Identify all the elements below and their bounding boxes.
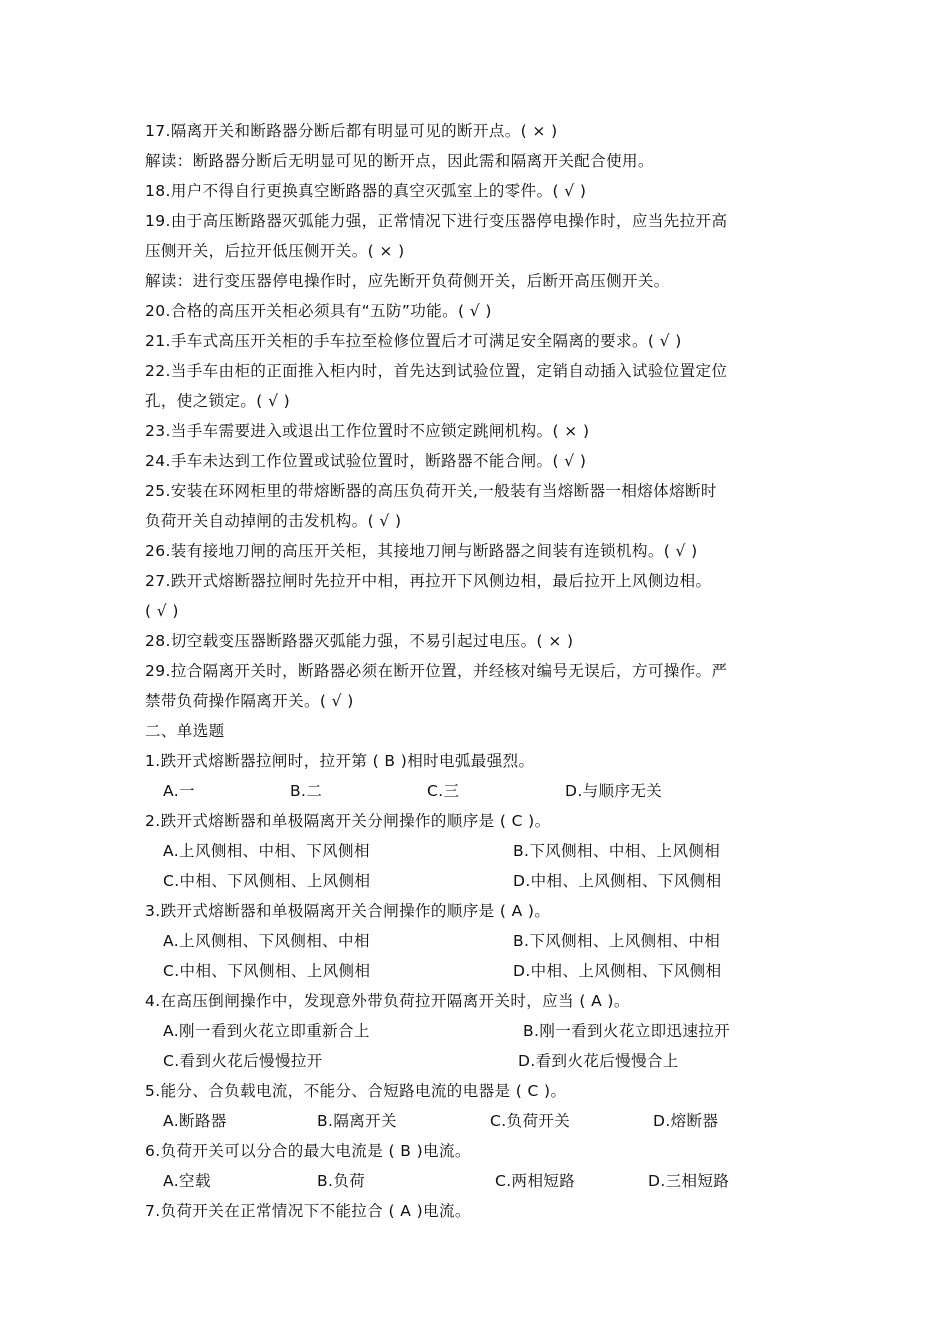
tf-question-19-line1: 19.由于高压断路器灭弧能力强，正常情况下进行变压器停电操作时，应当先拉开高 (145, 212, 728, 230)
mc-question-6: 6.负荷开关可以分合的最大电流是 ( B )电流。 (145, 1142, 471, 1160)
tf-question-18: 18.用户不得自行更换真空断路器的真空灭弧室上的零件。( √ ) (145, 182, 587, 200)
document-content (145, 116, 810, 1226)
mc-options-2-row2 (145, 866, 810, 896)
mc-question-4: 4.在高压倒闸操作中，发现意外带负荷拉开隔离开关时，应当 ( A )。 (145, 992, 630, 1010)
tf-question-21: 21.手车式高压开关柜的手车拉至检修位置后才可满足安全隔离的要求。( √ ) (145, 332, 682, 350)
option-a: A.一 (163, 782, 195, 800)
tf-explanation-19: 解读：进行变压器停电操作时，应先断开负荷侧开关，后断开高压侧开关。 (145, 272, 670, 290)
option-a: A.刚一看到火花立即重新合上 (163, 1022, 370, 1040)
mc-options-3-row1 (145, 926, 810, 956)
tf-question-26: 26.装有接地刀闸的高压开关柜，其接地刀闸与断路器之间装有连锁机构。( √ ) (145, 542, 698, 560)
tf-question-23: 23.当手车需要进入或退出工作位置时不应锁定跳闸机构。( × ) (145, 422, 590, 440)
tf-question-22-line2: 孔，使之锁定。( √ ) (145, 392, 291, 410)
mc-question-7: 7.负荷开关在正常情况下不能拉合 ( A )电流。 (145, 1202, 471, 1220)
option-d: D.与顺序无关 (565, 782, 663, 800)
option-c: C.中相、下风侧相、上风侧相 (163, 962, 371, 980)
mc-options-1 (145, 776, 810, 806)
tf-question-25-line1: 25.安装在环网柜里的带熔断器的高压负荷开关,一般装有当熔断器一相熔体熔断时 (145, 482, 717, 500)
option-d: D.中相、上风侧相、下风侧相 (513, 872, 722, 890)
option-a: A.上风侧相、中相、下风侧相 (163, 842, 370, 860)
mc-question-5: 5.能分、合负载电流，不能分、合短路电流的电器是 ( C )。 (145, 1082, 567, 1100)
option-d: D.中相、上风侧相、下风侧相 (513, 962, 722, 980)
option-b: B.二 (290, 782, 323, 800)
mc-question-3: 3.跌开式熔断器和单极隔离开关合闸操作的顺序是 ( A )。 (145, 902, 551, 920)
option-a: A.断路器 (163, 1112, 227, 1130)
option-c: C.三 (427, 782, 460, 800)
tf-question-28: 28.切空载变压器断路器灭弧能力强，不易引起过电压。( × ) (145, 632, 574, 650)
tf-question-19-line2: 压侧开关，后拉开低压侧开关。( × ) (145, 242, 405, 260)
tf-explanation-17: 解读：断路器分断后无明显可见的断开点，因此需和隔离开关配合使用。 (145, 152, 654, 170)
tf-question-27-line2: ( √ ) (145, 602, 179, 620)
option-b: B.下风侧相、上风侧相、中相 (513, 932, 721, 950)
option-c: C.两相短路 (495, 1172, 576, 1190)
mc-question-2: 2.跌开式熔断器和单极隔离开关分闸操作的顺序是 ( C )。 (145, 812, 551, 830)
tf-question-24: 24.手车未达到工作位置或试验位置时，断路器不能合闸。( √ ) (145, 452, 587, 470)
tf-question-22-line1: 22.当手车由柜的正面推入柜内时，首先达到试验位置，定销自动插入试验位置定位 (145, 362, 728, 380)
option-d: D.看到火花后慢慢合上 (518, 1052, 679, 1070)
tf-question-29-line2: 禁带负荷操作隔离开关。( √ ) (145, 692, 354, 710)
tf-question-25-line2: 负荷开关自动掉闸的击发机构。( √ ) (145, 512, 402, 530)
option-a: A.上风侧相、下风侧相、中相 (163, 932, 370, 950)
option-a: A.空载 (163, 1172, 211, 1190)
option-b: B.下风侧相、中相、上风侧相 (513, 842, 721, 860)
tf-question-29-line1: 29.拉合隔离开关时，断路器必须在断开位置，并经核对编号无误后，方可操作。严 (145, 662, 728, 680)
option-d: D.熔断器 (653, 1112, 719, 1130)
tf-question-17: 17.隔离开关和断路器分断后都有明显可见的断开点。( × ) (145, 122, 558, 140)
section-heading: 二、单选题 (145, 722, 225, 740)
tf-question-20: 20.合格的高压开关柜必须具有“五防”功能。( √ ) (145, 302, 492, 320)
option-c: C.中相、下风侧相、上风侧相 (163, 872, 371, 890)
option-c: C.看到火花后慢慢拉开 (163, 1052, 323, 1070)
mc-question-1: 1.跌开式熔断器拉闸时，拉开第 ( B )相时电弧最强烈。 (145, 752, 535, 770)
mc-options-3-row2 (145, 956, 810, 986)
option-b: B.刚一看到火花立即迅速拉开 (523, 1022, 731, 1040)
option-c: C.负荷开关 (490, 1112, 571, 1130)
mc-options-5 (145, 1106, 810, 1136)
mc-options-4-row2 (145, 1046, 810, 1076)
mc-options-2-row1 (145, 836, 810, 866)
mc-options-4-row1 (145, 1016, 810, 1046)
option-b: B.隔离开关 (317, 1112, 397, 1130)
option-d: D.三相短路 (648, 1172, 730, 1190)
tf-question-27-line1: 27.跌开式熔断器拉闸时先拉开中相，再拉开下风侧边相，最后拉开上风侧边相。 (145, 572, 712, 590)
mc-options-6 (145, 1166, 810, 1196)
option-b: B.负荷 (317, 1172, 366, 1190)
